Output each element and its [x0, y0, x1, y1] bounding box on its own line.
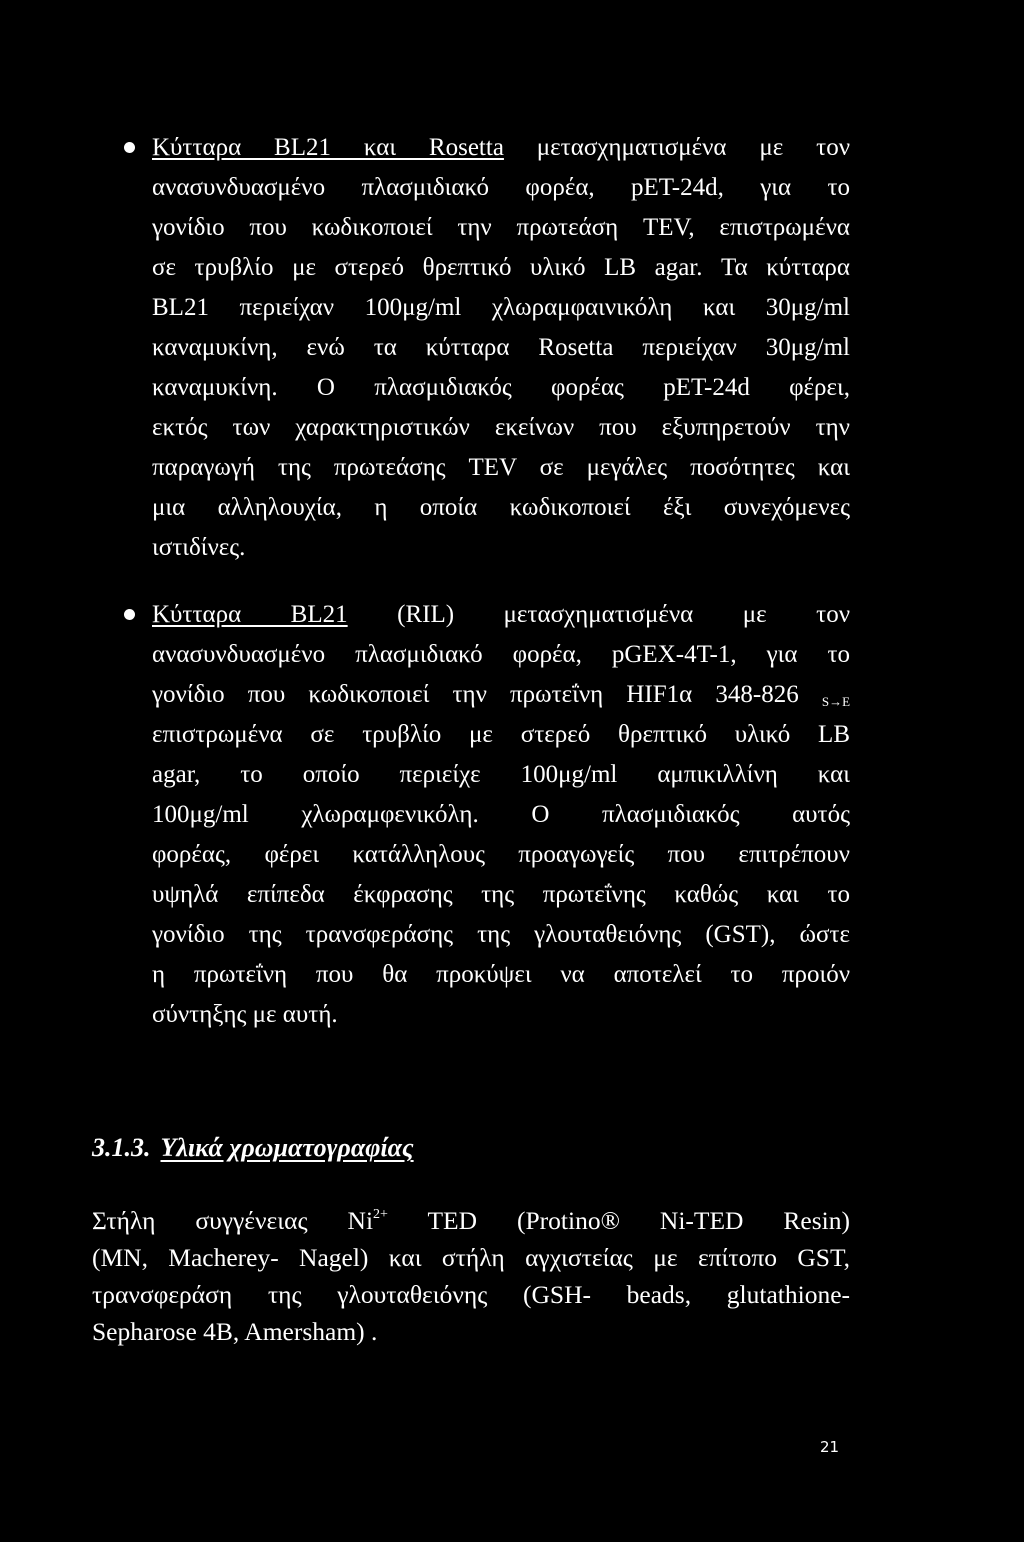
text-line: σύντηξης με αυτή. — [152, 1001, 338, 1028]
text-line: γονίδιο της τρανσφεράσης της γλουταθειόνης (GST), ώστε — [152, 921, 850, 948]
paragraph-line: (MN, Macherey- Nagel) και στήλη αγχιστείας με επίτοπο GST, — [92, 1243, 850, 1272]
text-line: Κύτταρα BL21 (RIL) μετασχηματισμένα με τον — [152, 601, 850, 628]
text-line: γονίδιο που κωδικοποιεί την πρωτεΐνη HIF1α 348-826 S→E — [152, 681, 851, 709]
text-line: 100μg/ml χλωραμφενικόλη. Ο πλασμιδιακός αυτός — [152, 801, 850, 828]
paragraph-line: Sepharose 4B, Amersham) . — [92, 1317, 378, 1346]
text-line: επιστρωμένα σε τρυβλίο με στερεό θρεπτικό υλικό LB — [152, 721, 850, 748]
text-line: παραγωγή της πρωτεάσης TEV σε μεγάλες ποσότητες και — [152, 454, 850, 481]
text-line: ανασυνδυασμένο πλασμιδιακό φορέα, pGEX-4T-1, για το — [152, 641, 850, 668]
text-line: υψηλά επίπεδα έκφρασης της πρωτεΐνης καθώς και το — [152, 881, 850, 908]
text-line: Κύτταρα BL21 και Rosetta μετασχηματισμένα με τον — [152, 134, 850, 161]
section-number: 3.1.3. — [92, 1133, 151, 1162]
bullet-dot-icon — [124, 142, 135, 153]
text-line: γονίδιο που κωδικοποιεί την πρωτεάση TEV, επιστρωμένα — [152, 214, 850, 241]
page-number: 21 — [820, 1438, 840, 1456]
text-line: η πρωτεΐνη που θα προκύψει να αποτελεί το προιόν — [152, 961, 850, 988]
text-line: μια αλληλουχία, η οποία κωδικοποιεί έξι συνεχόμενες — [152, 494, 850, 521]
text-line: ανασυνδυασμένο πλασμιδιακό φορέα, pET-24d, για το — [152, 174, 850, 201]
text-line: BL21 περιείχαν 100μg/ml χλωραμφαινικόλη και 30μg/ml — [152, 294, 850, 321]
section-heading — [92, 1133, 414, 1163]
text-line: καναμυκίνη. Ο πλασμιδιακός φορέας pET-24d φέρει, — [152, 374, 850, 401]
paragraph-line: τρανσφεράση της γλουταθειόνης (GSH- beads, glutathione- — [92, 1280, 850, 1309]
text-line: καναμυκίνη, ενώ τα κύτταρα Rosetta περιείχαν 30μg/ml — [152, 334, 850, 361]
text-line: εκτός των χαρακτηριστικών εκείνων που εξυπηρετούν την — [152, 414, 850, 441]
text-line: φορέας, φέρει κατάλληλους προαγωγείς που επιτρέπουν — [152, 841, 850, 868]
paragraph-line: Στήλη συγγένειας $Ni^{2+}$ TED (Protino® Ni-TED Resin) — [92, 1206, 850, 1235]
text-line: σε τρυβλίο με στερεό θρεπτικό υλικό LB agar. Τα κύτταρα — [152, 254, 850, 281]
section-title: Υλικά χρωματογραφίας — [160, 1133, 414, 1162]
text-line: agar, το οποίο περιείχε 100μg/ml αμπικιλλίνη και — [152, 761, 850, 788]
text-line: ιστιδίνες. — [152, 534, 246, 561]
bullet-dot-icon — [124, 609, 135, 620]
